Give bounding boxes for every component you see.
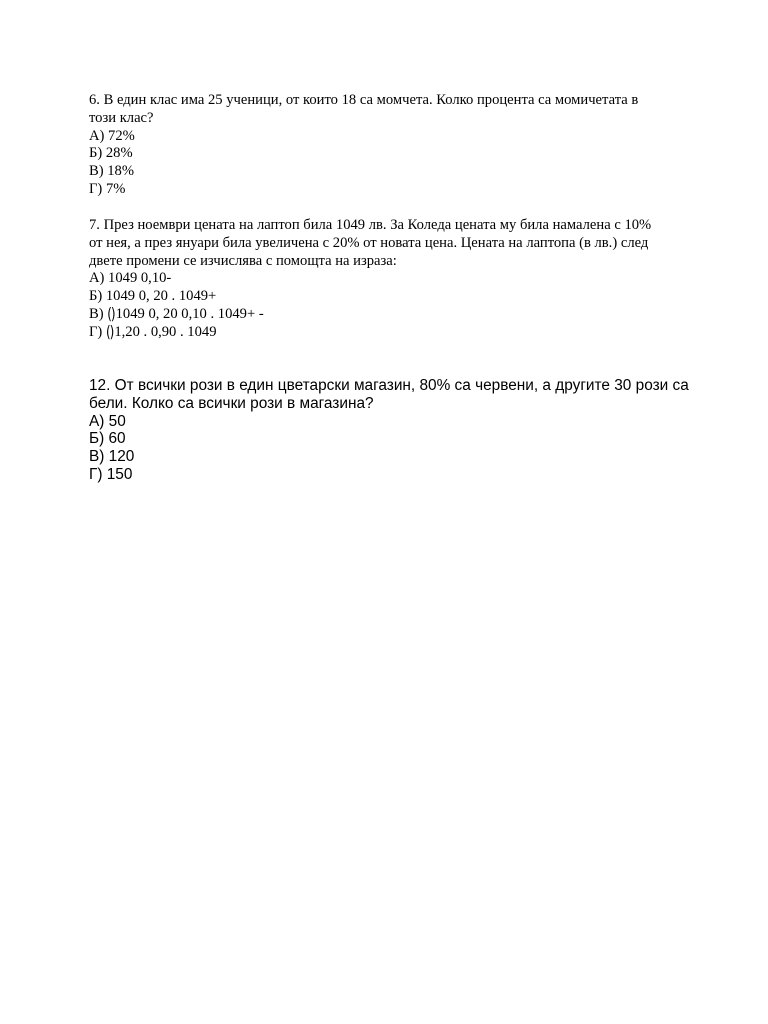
question-stem-line: двете промени се изчислява с помощта на израза: [89, 252, 397, 269]
option-expression: 1049 0, 20 0,10 . 1049+ - [115, 305, 264, 322]
option-prefix: Г) [89, 323, 106, 340]
answer-option-b: Б) 60 [89, 430, 126, 448]
answer-option-d [89, 324, 689, 342]
option-prefix: В) [89, 305, 108, 322]
answer-option-c: В) 18% [89, 163, 134, 180]
answer-option-b [89, 288, 689, 306]
question-7 [89, 217, 689, 342]
answer-option-a [89, 270, 689, 288]
option-text: Б) 1049 0, 20 . 1049+ [89, 288, 217, 305]
answer-option-b: Б) 28% [89, 145, 133, 162]
option-text: А) 1049 0,10- [89, 270, 172, 287]
answer-option-a: А) 72% [89, 127, 135, 144]
question-6 [89, 92, 689, 199]
question-stem-line: от нея, а през януари била увеличена с 20% от новата цена. Цената на лаптопа (в лв.) след [89, 234, 649, 251]
question-12 [89, 377, 689, 484]
question-stem-line: 12. От всички рози в един цветарски магазин, 80% са червени, а другите 30 рози са [89, 377, 689, 394]
answer-option-d: Г) 150 [89, 465, 133, 483]
question-stem-line: бели. Колко са всички рози в магазина? [89, 394, 374, 412]
parentheses-glyph: () [107, 304, 115, 324]
option-expression: 1,20 . 0,90 . 1049 [114, 323, 217, 340]
parentheses-glyph: () [105, 322, 114, 341]
question-stem-line: 7. През ноември цената на лаптоп била 1049 лв. За Коледа цената му била намалена с 10% [89, 217, 652, 233]
answer-option-c: В) 120 [89, 448, 135, 466]
answer-option-a: А) 50 [89, 412, 126, 430]
answer-option-c [89, 306, 689, 324]
question-stem-line: 6. В един клас има 25 ученици, от които 18 са момчета. Колко процента са момичетата в [89, 92, 639, 108]
question-stem-line: този клас? [89, 109, 154, 126]
answer-option-d: Г) 7% [89, 180, 126, 197]
